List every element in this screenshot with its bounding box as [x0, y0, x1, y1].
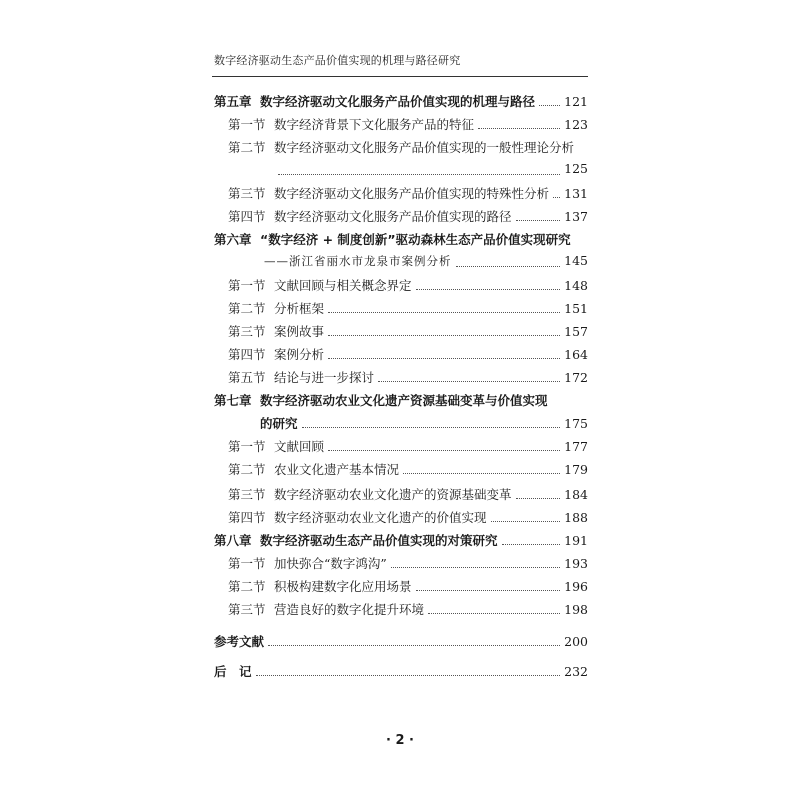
chapter-title: “数字经济 + 制度创新”驱动森林生态产品价值实现研究 [260, 232, 571, 247]
leader-dots [478, 128, 560, 129]
section-title: 案例故事 [274, 324, 325, 339]
section-label: 第二节 [228, 462, 266, 477]
page-number: 184 [564, 487, 588, 502]
section-label: 第三节 [228, 186, 266, 201]
section-title: 分析框架 [274, 301, 325, 316]
leader-dots [302, 427, 561, 428]
chapter-title: 数字经济驱动生态产品价值实现的对策研究 [260, 533, 498, 548]
page-number: 196 [564, 579, 588, 594]
toc-section [214, 485, 588, 505]
chapter-label: 第五章 [214, 94, 252, 109]
references-label: 参考文献 [214, 634, 265, 649]
page-number: 151 [564, 301, 588, 316]
toc-section [214, 577, 588, 597]
section-label: 第四节 [228, 347, 266, 362]
page-number: 232 [564, 664, 588, 679]
page-number: 164 [564, 347, 588, 362]
section-label: 第一节 [228, 278, 266, 293]
page-number: 188 [564, 510, 588, 525]
leader-dots [328, 312, 560, 313]
toc-section [214, 299, 588, 319]
page-number: 175 [564, 416, 588, 431]
section-label: 第五节 [228, 370, 266, 385]
toc-section [214, 115, 588, 135]
chapter-subtitle: ——浙江省丽水市龙泉市案例分析 [264, 254, 452, 268]
toc-chapter-subtitle [214, 253, 588, 273]
section-label: 第二节 [228, 140, 266, 155]
toc-chapter-8 [214, 531, 588, 551]
toc-references [214, 632, 588, 652]
leader-dots [328, 335, 560, 336]
page-number: 200 [564, 634, 588, 649]
chapter-label: 第七章 [214, 393, 252, 408]
toc-chapter-7 [214, 391, 588, 411]
page-number: 157 [564, 324, 588, 339]
leader-dots [328, 450, 560, 451]
section-title: 数字经济驱动农业文化遗产的价值实现 [274, 510, 487, 525]
page-number-footer: · 2 · [386, 733, 414, 748]
chapter-label: 第八章 [214, 533, 252, 548]
toc-section [214, 437, 588, 457]
chapter-title: 数字经济驱动农业文化遗产资源基础变革与价值实现 [260, 393, 548, 408]
section-title: 文献回顾 [274, 439, 325, 454]
afterword-label: 后 记 [214, 664, 252, 679]
page-number: 179 [564, 462, 588, 477]
section-label: 第四节 [228, 510, 266, 525]
section-title: 数字经济背景下文化服务产品的特征 [274, 117, 475, 132]
leader-dots [256, 675, 561, 676]
running-header: 数字经济驱动生态产品价值实现的机理与路径研究 [214, 54, 461, 67]
leader-dots [416, 590, 561, 591]
toc-section [214, 322, 588, 342]
page-number: 193 [564, 556, 588, 571]
section-title: 营造良好的数字化提升环境 [274, 602, 425, 617]
page-number: 131 [564, 186, 588, 201]
page-number: 125 [564, 161, 588, 176]
toc-section [214, 138, 588, 158]
section-title: 加快弥合“数字鸿沟” [274, 556, 387, 571]
page-number: 177 [564, 439, 588, 454]
toc-section [214, 554, 588, 574]
toc-section [214, 368, 588, 388]
leader-dots [553, 197, 560, 198]
section-label: 第一节 [228, 117, 266, 132]
leader-dots [268, 645, 560, 646]
section-label: 第一节 [228, 439, 266, 454]
section-label: 第一节 [228, 556, 266, 571]
page-number: 198 [564, 602, 588, 617]
leader-dots [491, 521, 561, 522]
section-title: 数字经济驱动文化服务产品价值实现的一般性理论分析 [274, 140, 575, 155]
chapter-label: 第六章 [214, 232, 252, 247]
section-title: 农业文化遗产基本情况 [274, 462, 400, 477]
section-label: 第三节 [228, 487, 266, 502]
page-number: 121 [564, 94, 588, 109]
page-number: 191 [564, 533, 588, 548]
header-rule [212, 76, 588, 77]
toc-section-continuation [214, 161, 588, 181]
toc-section [214, 600, 588, 620]
toc-section [214, 207, 588, 227]
leader-dots [502, 544, 561, 545]
leader-dots [516, 220, 561, 221]
toc-section [214, 508, 588, 528]
section-title: 数字经济驱动农业文化遗产的资源基础变革 [274, 487, 512, 502]
section-label: 第二节 [228, 579, 266, 594]
section-label: 第二节 [228, 301, 266, 316]
page-number: 123 [564, 117, 588, 132]
section-label: 第四节 [228, 209, 266, 224]
leader-dots [378, 381, 560, 382]
toc-afterword [214, 662, 588, 682]
page-number: 148 [564, 278, 588, 293]
leader-dots [428, 613, 560, 614]
section-label: 第三节 [228, 324, 266, 339]
toc-section [214, 184, 588, 204]
leader-dots [416, 289, 561, 290]
chapter-title: 数字经济驱动文化服务产品价值实现的机理与路径 [260, 94, 536, 109]
toc-section [214, 460, 588, 480]
leader-dots [328, 358, 560, 359]
leader-dots [391, 567, 560, 568]
leader-dots [403, 473, 560, 474]
section-title: 文献回顾与相关概念界定 [274, 278, 412, 293]
section-title: 结论与进一步探讨 [274, 370, 375, 385]
section-title: 积极构建数字化应用场景 [274, 579, 412, 594]
leader-dots [516, 498, 561, 499]
section-label: 第三节 [228, 602, 266, 617]
toc-chapter-6 [214, 230, 588, 250]
section-title: 案例分析 [274, 347, 325, 362]
section-title: 数字经济驱动文化服务产品价值实现的路径 [274, 209, 512, 224]
toc-chapter-5 [214, 92, 588, 112]
leader-dots [278, 174, 560, 175]
leader-dots [456, 266, 561, 267]
leader-dots [539, 105, 560, 106]
toc-section [214, 276, 588, 296]
page-number: 137 [564, 209, 588, 224]
page-number: 145 [564, 253, 588, 268]
section-title: 数字经济驱动文化服务产品价值实现的特殊性分析 [274, 186, 550, 201]
page-number: 172 [564, 370, 588, 385]
chapter-title-continued: 的研究 [260, 416, 298, 431]
toc-section [214, 345, 588, 365]
toc-chapter-continuation [214, 414, 588, 434]
